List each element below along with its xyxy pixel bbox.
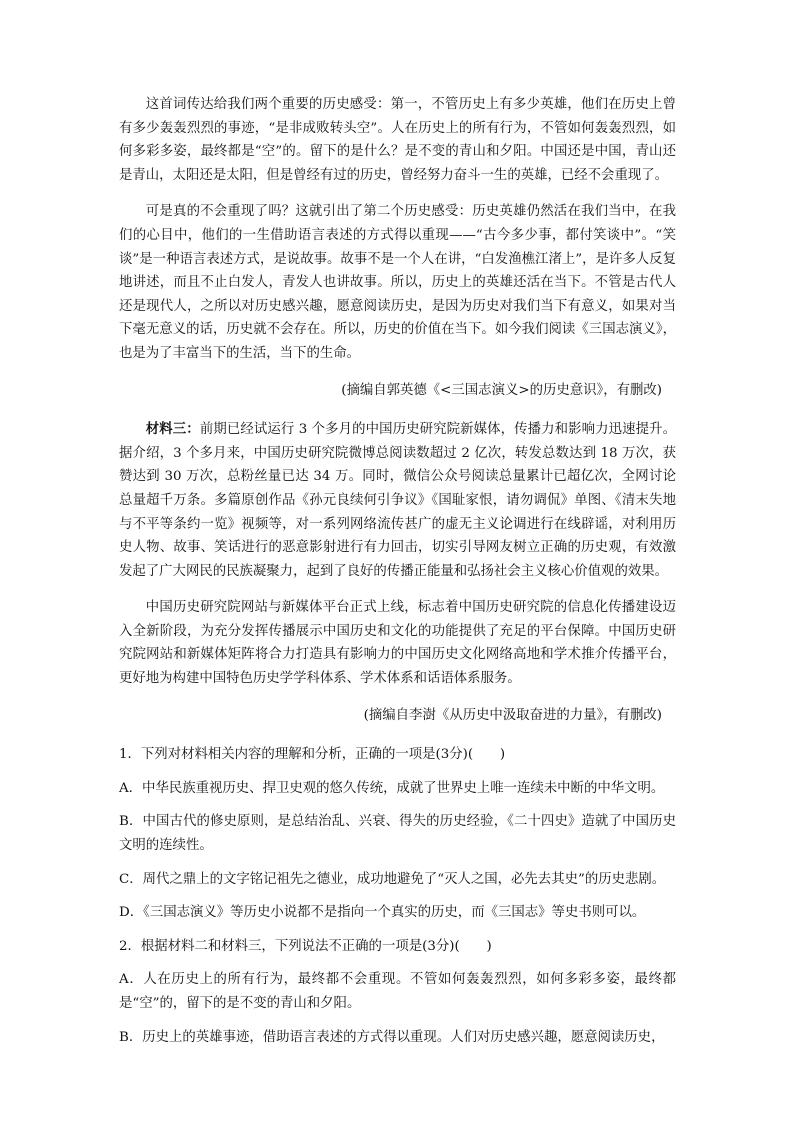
material-3-label: 材料三： [145,421,200,438]
material-3-paragraph [119,418,676,583]
material-3-text: 前期已经试运行 3 个多月的中国历史研究院新媒体，传播力和影响力迅速提升。据介绍，3 个多月来，中国历史研究院微博总阅读数超过 2 亿次，转发总数达到 18 万次，获赞达到 30 万次，总粉丝量已达 34 万。同时，微信公众号阅读总量累计已超亿次，全网讨论总量超千万条。多篇原创作品《孙元良续何引争议》《国耻家恨，请勿调侃》单图、《清末失地与不平等条约一览》视频等，对一系列网络流传甚广的虚无主义论调进行在线辟谣，对利用历史人物、故事、笑话进行的恶意影射进行有力回击，切实引导网友树立正确的历史观，有效激发起了广大网民的民族凝聚力，起到了良好的传播正能量和弘扬社会主义核心价值观的效果。 [119,422,677,579]
attribution-2: (摘编自李澍《从历史中汲取奋进的力量》，有删改) [363,707,662,723]
paragraph-1: 这首词传达给我们两个重要的历史感受：第一，不管历史上有多少英雄，他们在历史上曾有多少轰轰烈烈的事迹，“是非成败转头空”。人在历史上的所有行为，不管如何轰轰烈烈，如何多彩多姿，最终都是“空”的。留下的是什么？是不变的青山和夕阳。中国还是中国，青山还是青山，太阳还是太阳，但是曾经有过的历史，曾经努力奋斗一生的英雄，已经不会重现了。 [119,97,676,183]
question-1-option-a: A．中华民族重视历史、捍卫史观的悠久传统，成就了世界史上唯一连续未中断的中华文明。 [119,780,665,796]
question-2-option-a: A．人在历史上的所有行为，最终都不会重现。不管如何轰轰烈烈，如何多彩多姿，最终都是“空”的，留下的是不变的青山和夕阳。 [119,972,676,1011]
paragraph-2: 可是真的不会重现了吗？这就引出了第二个历史感受：历史英雄仍然活在我们当中，在我们的心目中，他们的一生借助语言表述的方式得以重现——“古今多少事，都付笑谈中”。“笑谈”是一种语言表述方式，是说故事。故事不是一个人在讲，“白发渔樵江渚上”，是许多人反复地讲述，而且不止白发人，青发人也讲故事。所以，历史上的英雄还活在当下。不管是古代人还是现代人，之所以对历史感兴趣，愿意阅读历史，是因为历史对我们当下有意义，如果对当下毫无意义的话，历史就不会存在。所以，历史的价值在当下。如今我们阅读《三国志演义》，也是为了丰富当下的生活，当下的生命。 [119,204,676,361]
question-2-stem: 2．根据材料二和材料三，下列说法不正确的一项是(3分)( ) [119,938,492,954]
question-2-option-b: B．历史上的英雄事迹，借助语言表述的方式得以重现。人们对历史感兴趣，愿意阅读历史， [119,1029,665,1045]
attribution-1: (摘编自郭英德《<三国志演义>的历史意识》，有删改) [341,382,662,398]
question-1-option-c: C．周代之鼎上的文字铭记祖先之德业，成功地避免了“灭人之国，必先去其史”的历史悲剧。 [119,871,666,887]
document-page [119,93,676,1059]
paragraph-after: 中国历史研究院网站与新媒体平台正式上线，标志着中国历史研究院的信息化传播建设迈入全新阶段，为充分发挥传播展示中国历史和文化的功能提供了充足的平台保障。中国历史研究院网站和新媒体矩阵将合力打造具有影响力的中国历史文化网络高地和学术推介传播平台，更好地为构建中国特色历史学学科体系、学术体系和话语体系服务。 [119,600,676,687]
question-1-option-b: B．中国古代的修史原则，是总结治乱、兴衰、得失的历史经验，《二十四史》造就了中国历史文明的连续性。 [119,814,676,854]
question-1-option-d: D．《三国志演义》等历史小说都不是指向一个真实的历史，而《三国志》等史书则可以。 [119,905,646,921]
question-1-stem: 1．下列对材料相关内容的理解和分析，正确的一项是(3分)( ) [119,747,506,763]
